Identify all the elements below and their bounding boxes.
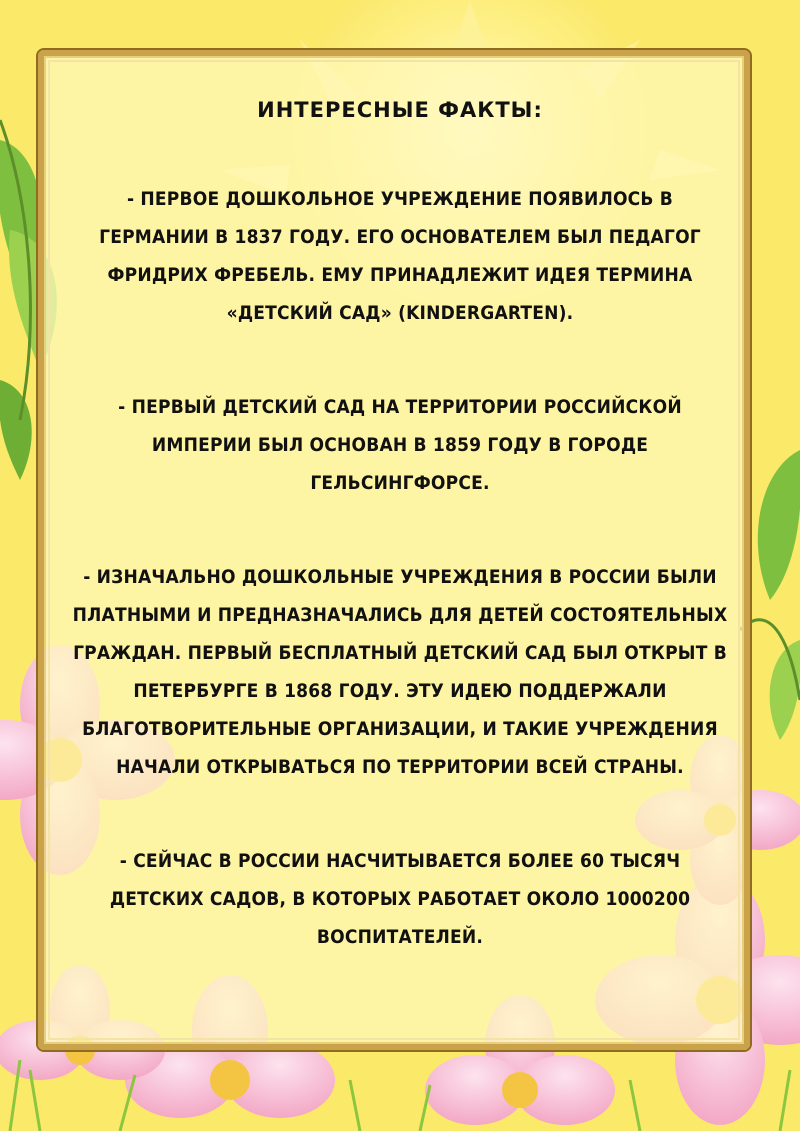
facts-panel [70, 92, 730, 1032]
fact-item: - ПЕРВЫЙ ДЕТСКИЙ САД НА ТЕРРИТОРИИ РОССИЙСКОЙ ИМПЕРИИ БЫЛ ОСНОВАН В 1859 ГОДУ В ГОРОДЕ ГЕЛЬСИНГФОРСЕ. [118, 396, 682, 494]
fact-item: - ИЗНАЧАЛЬНО ДОШКОЛЬНЫЕ УЧРЕЖДЕНИЯ В РОССИИ БЫЛИ ПЛАТНЫМИ И ПРЕДНАЗНАЧАЛИСЬ ДЛЯ ДЕТЕЙ СОСТОЯТЕЛЬНЫХ ГРАЖДАН. ПЕРВЫЙ БЕСПЛАТНЫЙ ДЕТСКИЙ САД БЫЛ ОТКРЫТ В ПЕТЕРБУРГЕ В 1868 ГОДУ. ЭТУ ИДЕЮ ПОДДЕРЖАЛИ БЛАГОТВОРИТЕЛЬНЫЕ ОРГАНИЗАЦИИ, И ТАКИЕ УЧРЕЖДЕНИЯ НАЧАЛИ ОТКРЫВАТЬСЯ ПО ТЕРРИТОРИИ ВСЕЙ СТРАНЫ. [72, 566, 728, 778]
fact-item: - СЕЙЧАС В РОССИИ НАСЧИТЫВАЕТСЯ БОЛЕЕ 60 ТЫСЯЧ ДЕТСКИХ САДОВ, В КОТОРЫХ РАБОТАЕТ ОКОЛО 1000200 ВОСПИТАТЕЛЕЙ. [109, 850, 691, 948]
fact-item: - ПЕРВОЕ ДОШКОЛЬНОЕ УЧРЕЖДЕНИЕ ПОЯВИЛОСЬ В ГЕРМАНИИ В 1837 ГОДУ. ЕГО ОСНОВАТЕЛЕМ БЫЛ ПЕДАГОГ ФРИДРИХ ФРЕБЕЛЬ. ЕМУ ПРИНАДЛЕЖИТ ИДЕЯ ТЕРМИНА «ДЕТСКИЙ САД» (KINDERGARTEN). [99, 188, 701, 324]
page-title: ИНТЕРЕСНЫЕ ФАКТЫ: [257, 98, 543, 122]
